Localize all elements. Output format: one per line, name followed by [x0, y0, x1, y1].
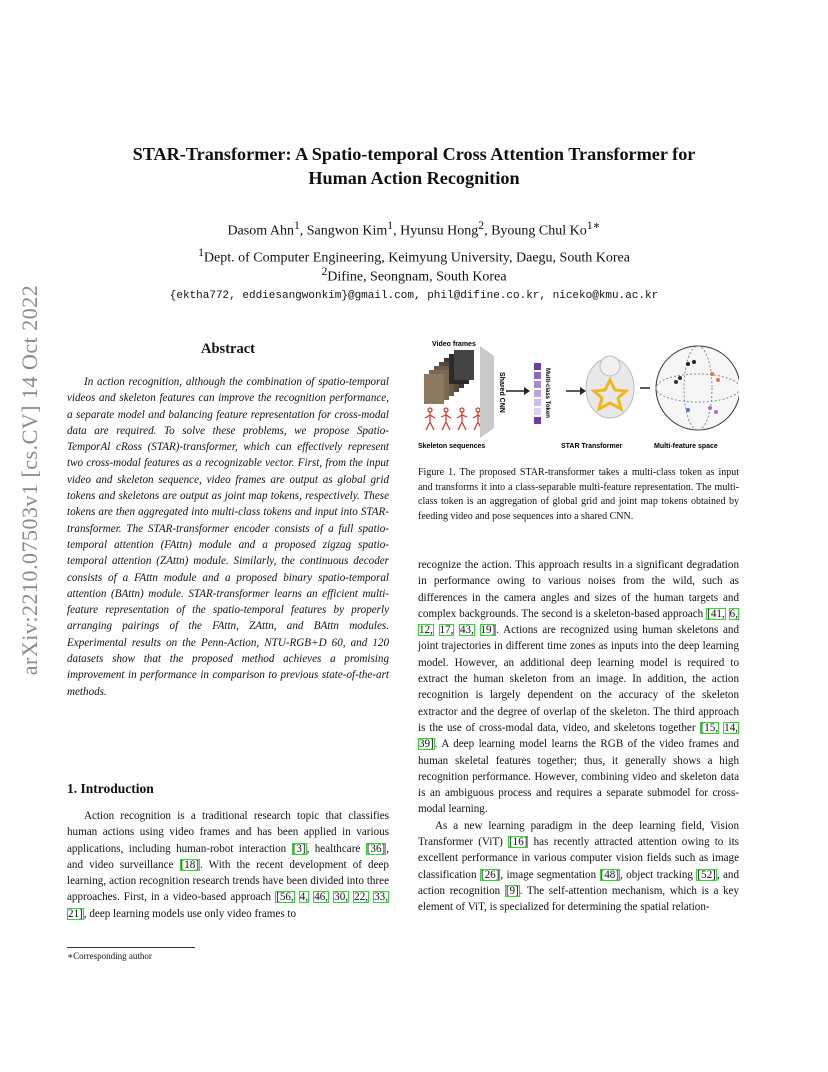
figure-1-diagram: [418, 338, 739, 458]
citation-link[interactable]: 43,: [460, 624, 474, 637]
citation-link[interactable]: 22,: [354, 891, 369, 904]
author-list: Dasom Ahn$^1$, Sangwon Kim$^1$, Hyunsu Hong$^2$, Byoung Chul $Ko^{1∗}$: [227, 219, 601, 239]
affil-mark: 1: [198, 246, 204, 259]
author-affil-mark: 1∗: [586, 219, 601, 232]
multi-class-token-icon: [534, 363, 541, 424]
figure-1: [418, 338, 739, 458]
body-text: , image segmentation: [500, 868, 600, 881]
footnote-rule: [67, 947, 195, 948]
author-name: Hyunsu Hong: [400, 223, 479, 239]
citation-link[interactable]: 33,: [374, 891, 388, 904]
paper-title: [60, 142, 768, 190]
author-affil-mark: 2: [478, 219, 485, 232]
abstract-text: In action recognition, although the combination of spatio-temporal videos and skeleton features can improve the recognition performance, a separate model and balancing feature representation for cross-modal data are required. To solve these problems, we propose Spatio-TemporAl cRoss (STAR)-transformer, which can effectively represent two cross-modal features as a recognizable vector. First, from the input video and skeleton sequence, video frames are output as global grid tokens and skeletons are output as joint map tokens, respectively. These tokens are then aggregated into multi-class tokens and input into STAR-transformer. The STAR-transformer encoder consists of a full spatio-temporal attention (FAttn) module and a proposed zigzag spatio-temporal attention (ZAttn) module. Similarly, the continuous decoder consists of a FAttn module and a proposed binary spatio-temporal attention (BAttn) module. STAR-transformer learns an efficient multi-feature representation of the spatio-temporal features by properly arranging pairings of the FAttn, ZAttn, and BAttn modules. Experimental results on the Penn-Action, NTU-RGB+D 60, and 120 datasets show that the proposed method achieves a promising improvement in performance in comparison to previous state-of-the-art methods.: [67, 376, 389, 698]
citation-link[interactable]: [41,: [707, 607, 725, 620]
video-frames-stack-icon: [424, 350, 474, 404]
figure-label-star-transformer: STAR Transformer: [561, 443, 623, 450]
arrow-head-icon: [524, 387, 530, 395]
citation-link[interactable]: [48]: [600, 868, 620, 881]
citation-link[interactable]: 14,: [724, 721, 739, 734]
intro-text: , and video surveillance: [67, 842, 389, 871]
citation-link[interactable]: 6,: [729, 607, 738, 620]
citation-link[interactable]: [52]: [697, 868, 716, 881]
citation-link[interactable]: 39]: [419, 738, 434, 751]
citation-link[interactable]: 12,: [419, 624, 433, 637]
citation-link[interactable]: [16]: [508, 836, 528, 849]
arrow-head-icon: [580, 387, 586, 395]
shared-cnn-block: [480, 346, 494, 438]
author-emails: {ektha772, eddiesangwonkim}@gmail.com, phil@difine.co.kr, niceko@kmu.ac.kr: [169, 290, 659, 302]
figure-label-shared-cnn: Shared CNN: [498, 372, 505, 413]
citation-link[interactable]: 4,: [299, 891, 309, 904]
body-text: has recently attracted attention owing to its excellent performance in various computer vision fields such as image classification: [418, 836, 739, 881]
author-affil-mark: 1: [387, 219, 394, 232]
author-affil-mark: 1: [293, 219, 300, 232]
figure-1-caption: Figure 1. The proposed STAR-transformer takes a multi-class token as input and transforms it into a class-separable multi-feature representation. The multi-class token is an aggregation of global grid and joint map tokens obtained by feeding video and pose sequences into a shared CNN.: [418, 467, 739, 522]
citation-link[interactable]: [15,: [700, 721, 719, 734]
body-text: As a new learning paradigm in the deep learning field, Vision Transformer (ViT): [418, 819, 739, 849]
body-text: , object tracking: [620, 868, 697, 881]
citation-link[interactable]: 17,: [439, 624, 454, 637]
author-name: Sangwon Kim: [306, 223, 388, 239]
citation-link[interactable]: [56,: [276, 891, 294, 904]
affil-mark: 2: [321, 265, 328, 278]
citation-link[interactable]: 46,: [314, 891, 329, 904]
intro-text: , deep learning models use only video frames to: [83, 907, 297, 920]
skeleton-sequence-icon: [425, 408, 483, 430]
arxiv-sidebar: [10, 284, 50, 676]
body-text: . Actions are recognized using human skeletons and joint trajectories in different time zones as inputs into the deep learning model. However, an additional deep learning model is required to extract the human skeleton from an image. In addition, the action recognition is largely dependent on the accuracy of the skeleton extractor and the degree of overlap of the skeleton. The third approach is the use of cross-modal data, video, and skeletons together: [418, 624, 740, 734]
intro-text: Action recognition is a traditional research topic that classifies human actions using video frames and has been applied in various applications, including human-robot interaction: [67, 810, 389, 855]
body-text: . A deep learning model learns the RGB of the video frames and human skeletal features together; thus, it generally shows a high recognition performance. However, combining video and skeleton data is an ambiguous process and requires a separate submodel for cross-modal learning.: [418, 738, 739, 816]
intro-paragraph: [67, 808, 389, 922]
section-heading-introduction: 1. Introduction: [67, 781, 154, 796]
body-text: recognize the action. This approach results in a significant degradation in performance owing to various noises from the wild, such as differences in the camera angles and sizes of the human targets and complex backgrounds. The second is a skeleton-based approach: [418, 559, 739, 620]
title-line-2: Human Action Recognition: [308, 168, 520, 188]
multi-feature-space-icon: [656, 346, 739, 430]
intro-text: . With the recent development of deep learning, action recognition research trends have been divided into three approaches. First, in a video-based approach: [67, 858, 389, 904]
affil-text: Difine, Seongnam, South Korea: [327, 269, 507, 285]
figure-label-multi-class-token: Multi-class Token: [544, 368, 550, 418]
title-line-1: STAR-Transformer: A Spatio-temporal Cross Attention Transformer for: [132, 144, 696, 164]
affiliation-1: [60, 246, 768, 267]
intro-text: , healthcare: [306, 842, 366, 855]
abstract-body: [67, 374, 389, 700]
body-paragraph: [418, 818, 739, 916]
citation-link[interactable]: 19]: [480, 624, 496, 637]
body-text: . The self-attention mechanism, which is a key element of ViT, is specialized for determining the spatial relation-: [418, 884, 739, 914]
author-name: Byoung Chul Ko: [491, 223, 587, 239]
footnote: ∗Corresponding author: [67, 951, 152, 961]
body-text: , and action recognition: [418, 868, 739, 897]
citation-link[interactable]: [9]: [505, 884, 519, 897]
affiliation-2: [60, 265, 768, 286]
figure-label-video-frames: Video frames: [432, 341, 476, 348]
figure-label-skeleton-sequences: Skeleton sequences: [418, 443, 486, 450]
citation-link[interactable]: [3]: [292, 842, 306, 855]
arxiv-identifier: arXiv:2210.07503v1 [cs.CV] 14 Oct 2022: [17, 284, 42, 676]
citation-link[interactable]: [26]: [480, 868, 500, 881]
affil-text: Dept. of Computer Engineering, Keimyung University, Daegu, South Korea: [203, 250, 630, 266]
right-column-body: [418, 557, 739, 916]
author-name: Dasom Ahn: [227, 223, 294, 239]
figure-label-multi-feature-space: Multi-feature space: [654, 443, 718, 450]
citation-link[interactable]: [18]: [180, 858, 200, 871]
citation-link[interactable]: 30,: [334, 891, 349, 904]
body-paragraph: [418, 557, 739, 818]
abstract-heading: Abstract: [201, 341, 255, 357]
citation-link[interactable]: [36]: [366, 842, 386, 855]
star-transformer-icon: [586, 356, 634, 418]
citation-link[interactable]: 21]: [68, 907, 83, 920]
